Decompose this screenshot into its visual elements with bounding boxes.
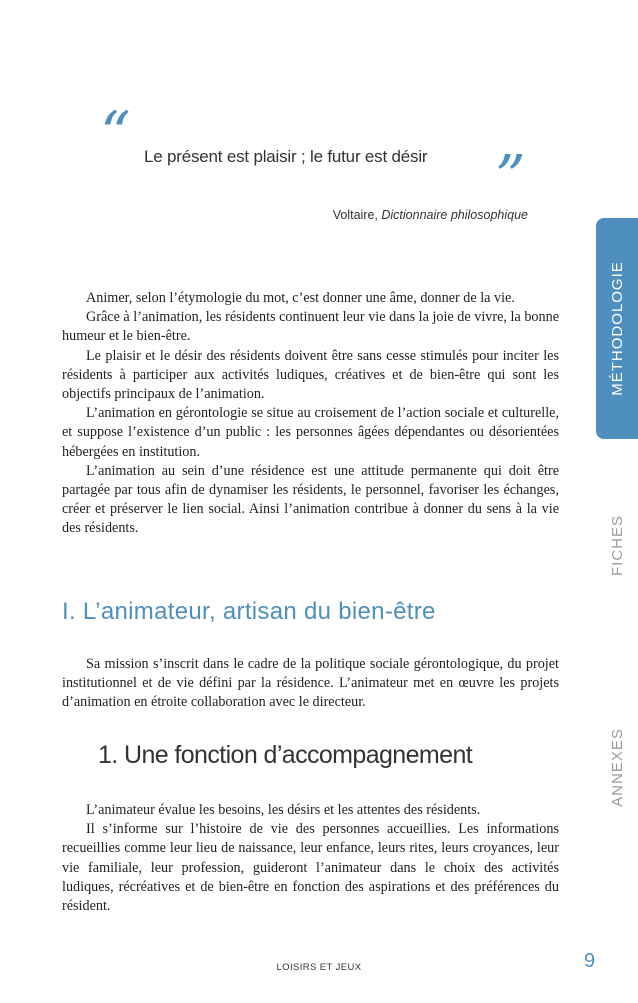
- paragraph: Le plaisir et le désir des résidents doivent être sans cesse stimulés pour inciter les résidents à participer aux activités ludiques, créatives et de bien-être qui sont les objectifs principaux de l’animation.: [62, 347, 559, 403]
- role-text: [62, 801, 559, 916]
- epigraph-quote: Le présent est plaisir ; le futur est désir: [144, 147, 428, 166]
- epigraph-attribution: [333, 208, 528, 222]
- quote-author: Voltaire,: [332, 208, 378, 222]
- mission-text: [62, 655, 559, 713]
- paragraph: Grâce à l’animation, les résidents continuent leur vie dans la joie de vivre, la bonne humeur et le bien-être.: [62, 309, 559, 345]
- closing-quote-mark: ”: [495, 143, 526, 213]
- section-heading: I. L’animateur, artisan du bien-être: [62, 598, 436, 625]
- tab-label: ANNEXES: [608, 728, 626, 807]
- tab-methodologie[interactable]: [596, 218, 638, 439]
- paragraph: Sa mission s’inscrit dans le cadre de la politique sociale gérontologique, du projet institutionnel et de vie défini par la résidence. L’animateur met en œuvre les projets d’animation en étroite collaboration avec le directeur.: [62, 656, 559, 711]
- opening-quote-mark: “: [100, 99, 131, 169]
- quote-source: Dictionnaire philosophique: [381, 208, 528, 222]
- intro-text: [62, 289, 559, 539]
- tab-label: FICHES: [608, 514, 626, 576]
- subsection-heading: 1. Une fonction d’accompagnement: [98, 741, 473, 769]
- page-number: 9: [584, 950, 596, 972]
- paragraph: L’animateur évalue les besoins, les désirs et les attentes des résidents.: [86, 802, 481, 818]
- tab-annexes[interactable]: [596, 715, 638, 820]
- paragraph: Animer, selon l’étymologie du mot, c’est donner une âme, donner de la vie.: [86, 290, 515, 306]
- paragraph: L’animation en gérontologie se situe au croisement de l’action sociale et culturelle, et suppose l’existence d’un public : les personnes âgées dépendantes ou désorientées hébergées en institution.: [62, 405, 559, 460]
- running-footer: LOISIRS ET JEUX: [276, 962, 362, 973]
- paragraph: Il s’informe sur l’histoire de vie des personnes accueillies. Les informations recueillies comme leur lieu de naissance, leur enfance, leurs rites, leurs croyances, leur vie familiale, leur profession, guideront l’animateur dans le choix des activités ludiques, récréatives et de bien-être en fonction des aspirations et des préférences du résident.: [62, 821, 559, 915]
- tab-label: MÉTHODOLOGIE: [608, 261, 626, 396]
- paragraph: L’animation au sein d’une résidence est une attitude permanente qui doit être partagée par tous afin de dynamiser les résidents, le personnel, favoriser les échanges, créer et préserver le lien social. Ainsi l’animation contribue à donner du sens à la vie des résidents.: [62, 462, 559, 537]
- tab-fiches[interactable]: [596, 490, 638, 600]
